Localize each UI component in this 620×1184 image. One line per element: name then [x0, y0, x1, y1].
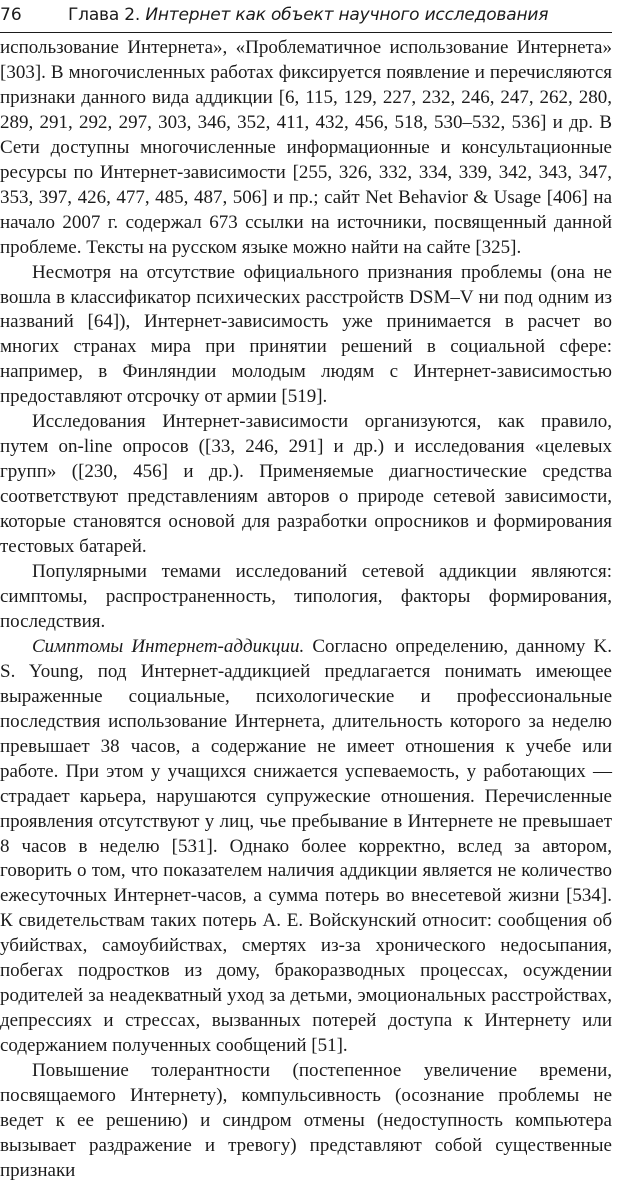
paragraph-symptoms	[0, 635, 612, 1059]
paragraph-research-methods: Исследования Интернет-зависимости организуются, как правило, путем on-line опросов ([33, 246, 291] и др.) и исследования «целевых групп» ([230, 456] и др.). Применяемые диагностические средства соответствуют представлениям авторов о природе сетевой зависимости, которые становятся основой для разработки опросников и формирования тестовых батарей.	[0, 411, 612, 558]
chapter-title	[68, 1, 548, 29]
page-number: 76	[0, 5, 22, 25]
paragraph-official-recognition: Несмотря на отсутствие официального признания проблемы (она не вошла в классификатор психических расстройств DSM–V ни под одним из названий [64]), Интернет-зависимость уже принимается в расчет во многих странах мира при принятии решений в социальной сфере: например, в Финляндии молодым людям с Интернет-зависимостью предоставляют отсрочку от армии [519].	[0, 261, 612, 408]
chapter-name: Интернет как объект научного исследования	[145, 5, 549, 25]
paragraph-continued: использование Интернета», «Проблематичное использование Интернета» [303]. В многочисленных работах фиксируется появление и перечисляются признаки данного вида аддикции [6, 115, 129, 227, 232, 246, 247, 262, 280, 289, 291, 292, 297, 303, 346, 352, 411, 432, 456, 518, 530–532, 536] и др. В Сети доступны многочисленные информационные и консультационные ресурсы по Интернет-зависимости [255, 326, 332, 334, 339, 342, 343, 347, 353, 397, 426, 477, 485, 487, 506] и пр.; сайт Net Behavior & Usage [406] на начало 2007 г. содержал 673 ссылки на источники, посвященный данной проблеме. Тексты на русском языке можно найти на сайте [325].	[0, 37, 612, 258]
running-head	[0, 0, 612, 33]
paragraph-tolerance: Повышение толерантности (постепенное увеличение времени, посвящаемого Интернету), компульсивность (осознание проблемы не ведет к ее решению) и синдром отмены (недоступность компьютера вызывает раздражение и тревогу) представляют собой существенные признаки	[0, 1060, 612, 1181]
body-text	[0, 36, 612, 1184]
paragraph-research-topics: Популярными темами исследований сетевой аддикции являются: симптомы, распространенность, типология, факторы формирования, последствия.	[0, 561, 612, 632]
run-in-heading: Симптомы Интернет-аддикции.	[32, 635, 305, 657]
paragraph-symptoms-text: Согласно определению, данному K. S. Young, под Интернет-аддикцией предлагается понимать имеющее выраженные социальные, психологические и профессиональные последствия использование Интернета, длительность которого за неделю превышает 38 часов, а содержание не имеет отношения к учебе или работе. При этом у учащихся снижается успеваемость, у работающих — страдает карьера, нарушаются супружеские отношения. Перечисленные проявления отсутствуют у лиц, чье пребывание в Интернете не превышает 8 часов в неделю [531]. Однако более корректно, вслед за автором, говорить о том, что показателем наличия аддикции является не количество ежесуточных Интернет-часов, а сумма потерь во внесетевой жизни [534]. К свидетельствам таких потерь А. Е. Войскунский относит: сообщения об убийствах, самоубийствах, смертях из-за хронического недосыпания, побегах подростков из дому, бракоразводных процессах, осуждении родителей за неадекватный уход за детьми, эмоциональных расстройствах, депрессиях и стрессах, вызванных потерей доступа к Интернету или содержанием полученных сообщений [51].	[0, 635, 613, 1057]
chapter-label: Глава 2.	[68, 5, 141, 25]
